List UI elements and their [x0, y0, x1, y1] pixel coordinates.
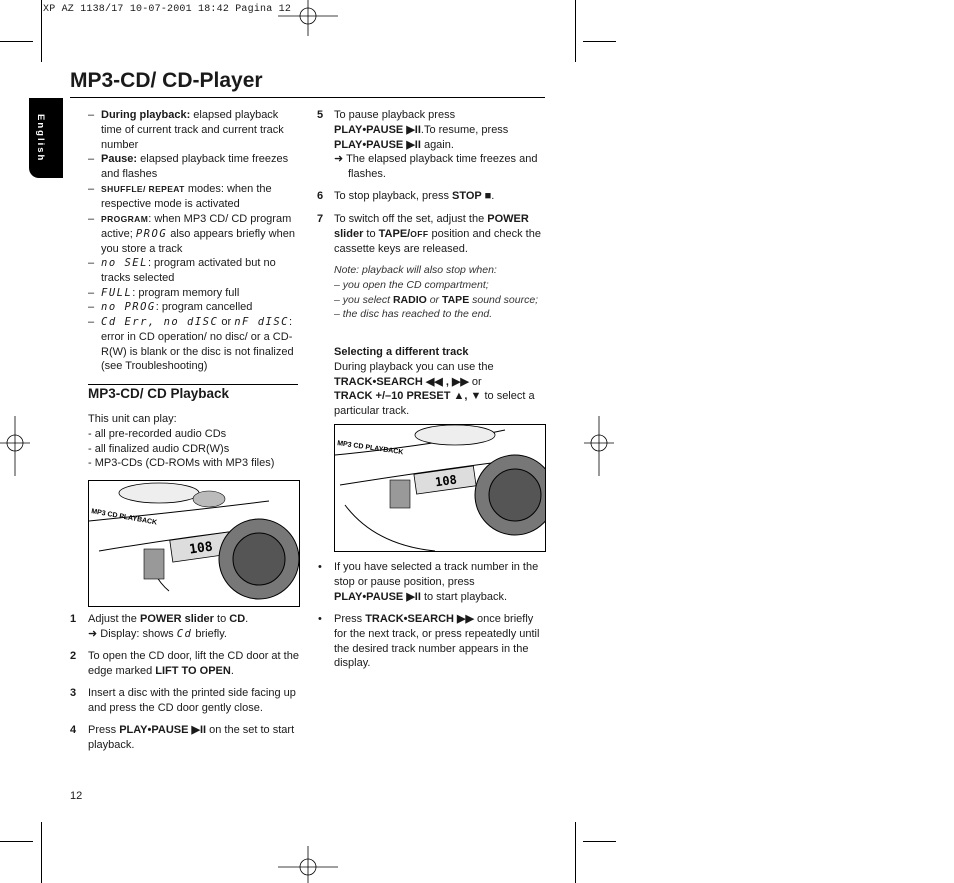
list-item: Cd Err, no dISC or nF dISC: error in CD operation/ no disc/ or a CD-R(W) is blank or the disc is not finalized (see Troubleshooting) [101, 316, 294, 373]
step-6: 6 To stop playback, press STOP ■. [317, 190, 495, 202]
bullet-item: Press TRACK•SEARCH ▶▶ once briefly for the next track, or press repeatedly until the desired track number appears in the display. [334, 613, 540, 670]
registration-mark-icon [278, 846, 338, 883]
step-2: 2 To open the CD door, lift the CD door at the edge marked LIFT TO OPEN. [70, 650, 299, 677]
print-header: XP AZ 1138/17 10-07-2001 18:42 Pagina 12 [43, 4, 292, 15]
selecting-title: Selecting a different track [334, 346, 469, 358]
section-title: MP3-CD/ CD Playback [88, 386, 230, 401]
registration-mark-icon [584, 416, 614, 476]
step-7: 7 To switch off the set, adjust the POWER slider to TAPE/OFF position and check the cassette keys are released. [317, 213, 541, 255]
lcd-readout: 108 [188, 539, 214, 558]
bullet-item: If you have selected a track number in the stop or pause position, press PLAY•PAUSE ▶II to start playback. [334, 561, 539, 603]
list-item: no SEL: program activated but no tracks selected [101, 257, 276, 284]
intro-text: This unit can play: - all pre-recorded audio CDs - all finalized audio CDR(W)s - MP3-CDs (CD-ROMs with MP3 files) [88, 413, 275, 470]
selecting-section: Selecting a different track During playback you can use the TRACK•SEARCH ◀◀ , ▶▶ or TRACK +/–10 PRESET ▲, ▼ to select a particular track. [334, 345, 546, 419]
crop-mark [583, 41, 616, 42]
page-title: MP3-CD/ CD-Player [70, 69, 263, 92]
list-item: FULL: program memory full [101, 287, 240, 299]
figure-label: MP3 CD PLAYBACK [336, 440, 404, 457]
page-number: 12 [70, 790, 83, 802]
crop-mark [0, 41, 33, 42]
list-item: Pause: elapsed playback time freezes and flashes [101, 153, 289, 180]
list-item: SHUFFLE/ REPEAT modes: when the respective mode is activated [101, 183, 272, 210]
crop-mark [41, 822, 42, 883]
cd-player-drawing [335, 425, 545, 551]
step-5: 5 To pause playback press PLAY•PAUSE ▶II.To resume, press PLAY•PAUSE ▶II again. ➜ The elapsed playback time freezes and flashes. [317, 109, 538, 180]
section-rule [88, 384, 298, 385]
cd-player-illustration [88, 480, 300, 607]
cd-player-illustration [334, 424, 546, 552]
crop-mark [575, 822, 576, 883]
language-tab-label: English [35, 114, 46, 163]
list-item: PROGRAM: when MP3 CD/ CD program active; PROG also appears briefly when you store a track [101, 213, 295, 255]
cd-player-drawing [89, 481, 299, 606]
note: Note: playback will also stop when: – you open the CD compartment; – you select RADIO or TAPE sound source; – the disc has reached to the end. [334, 264, 539, 321]
figure-label: MP3 CD PLAYBACK [90, 508, 158, 527]
title-rule [70, 97, 545, 98]
step-4: 4 Press PLAY•PAUSE ▶II on the set to start playback. [70, 724, 295, 751]
registration-mark-icon [0, 416, 30, 476]
crop-mark [41, 0, 42, 62]
crop-mark [583, 841, 616, 842]
list-item: During playback: elapsed playback time of current track and current track number [101, 109, 284, 151]
crop-mark [0, 841, 33, 842]
lcd-readout: 108 [434, 472, 458, 490]
crop-mark [575, 0, 576, 62]
language-tab [29, 98, 63, 178]
step-3: 3 Insert a disc with the printed side facing up and press the CD door gently close. [70, 687, 296, 714]
list-item: no PROG: program cancelled [101, 301, 253, 313]
step-1: 1 Adjust the POWER slider to CD. ➜ Display: shows Cd briefly. [70, 613, 249, 640]
